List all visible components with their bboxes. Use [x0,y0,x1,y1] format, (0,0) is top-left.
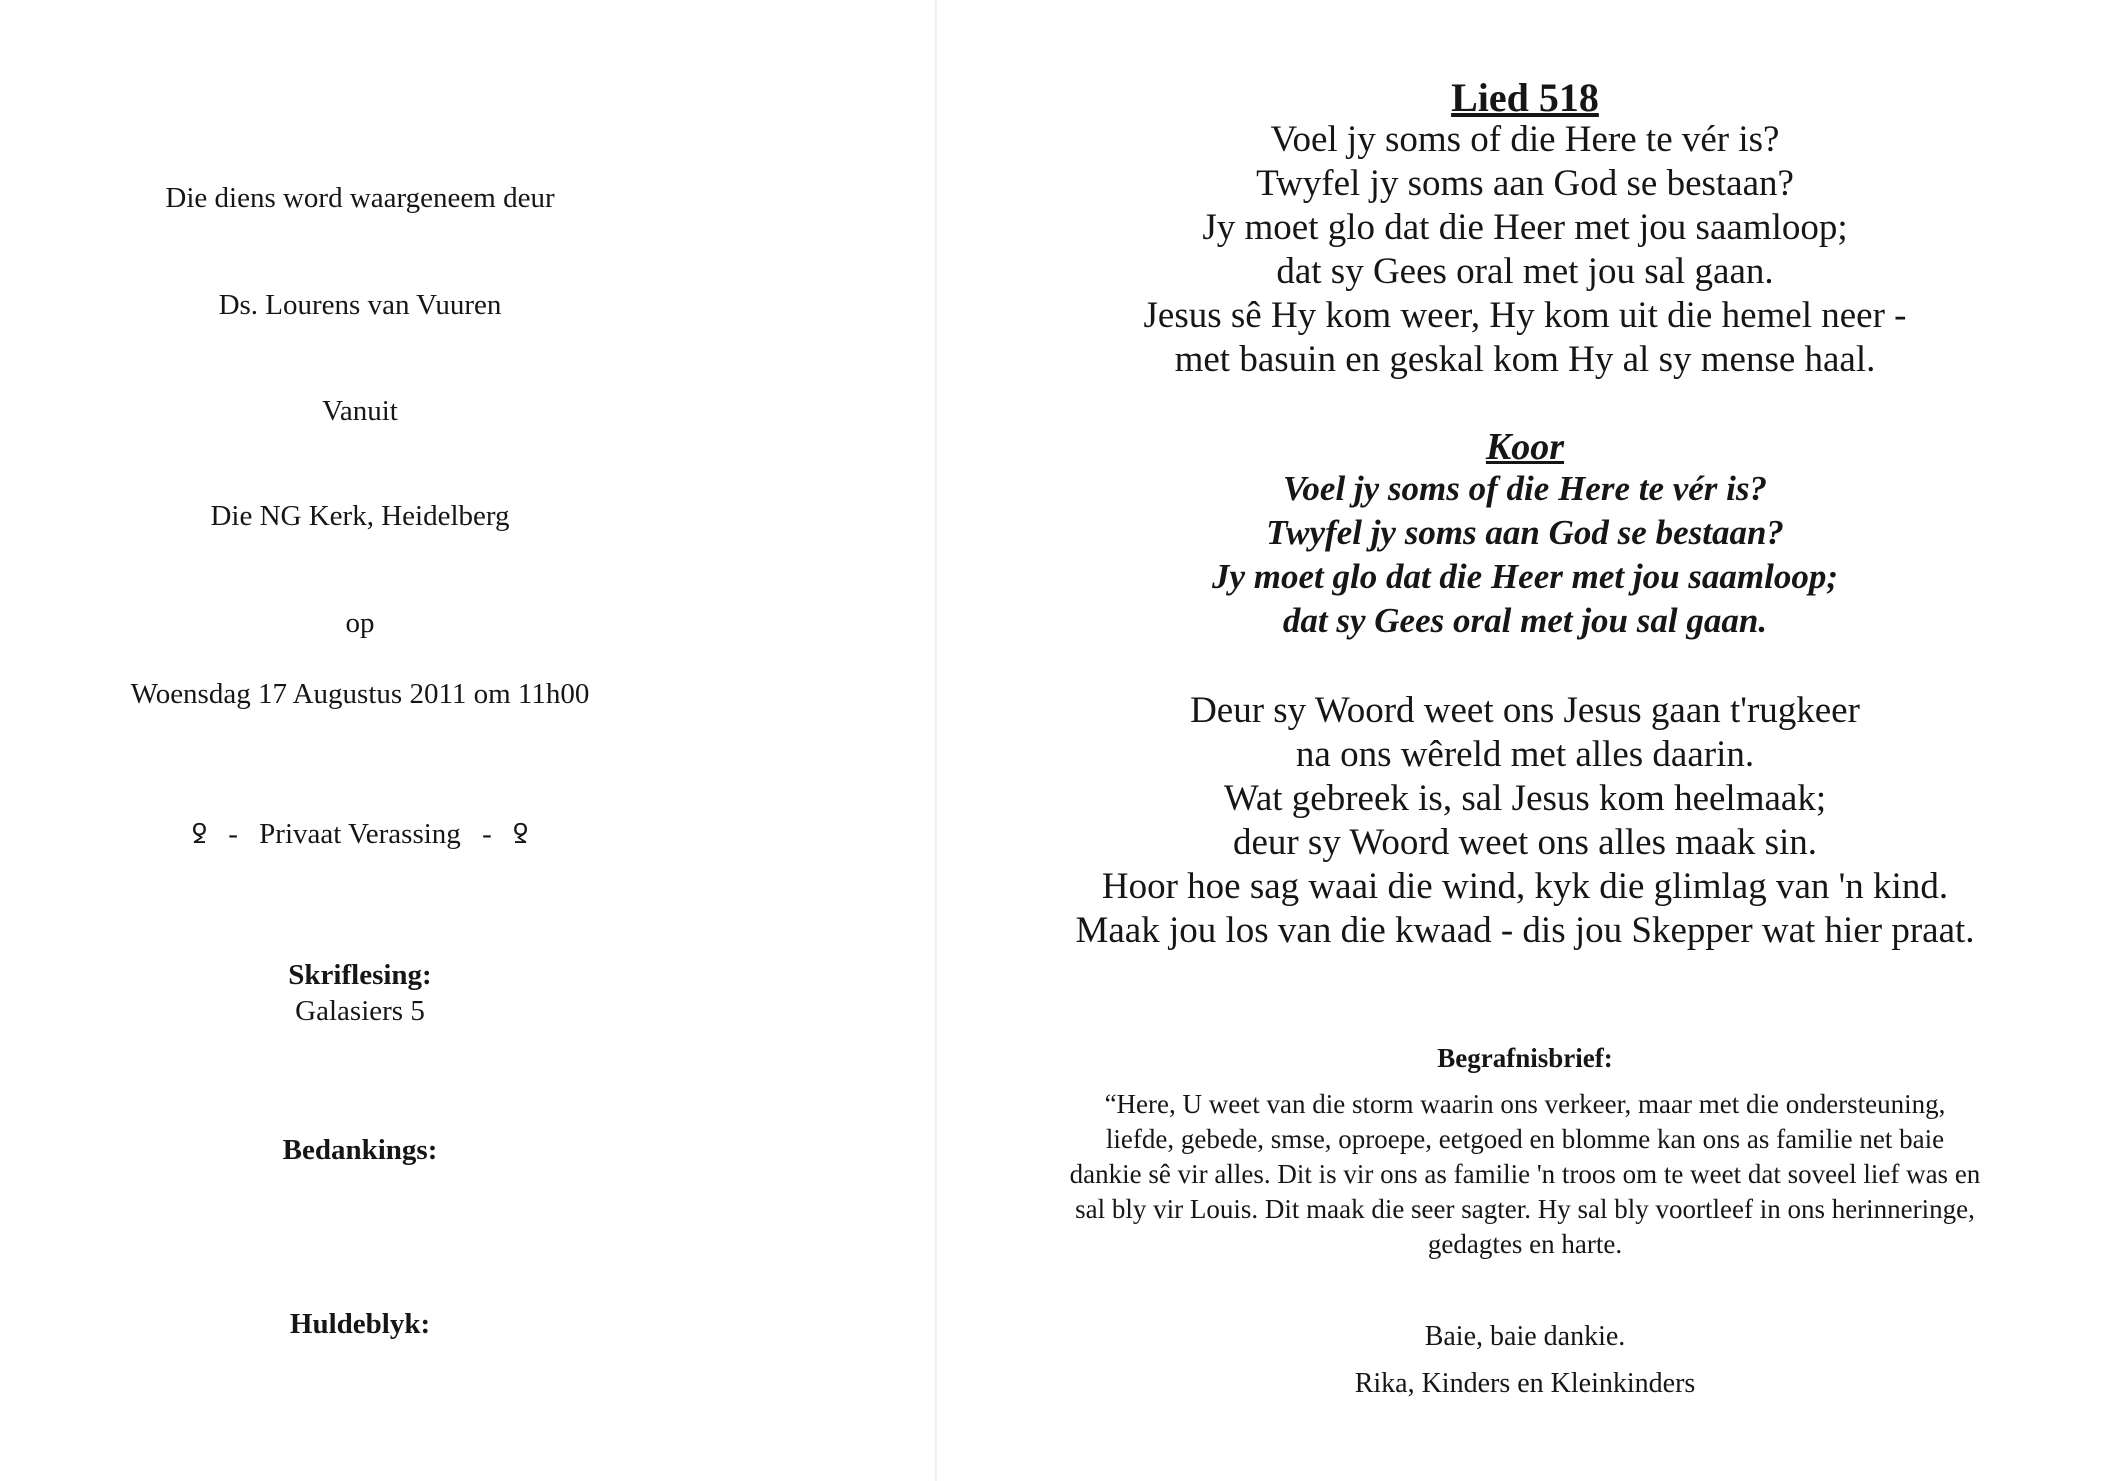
verse-2-line: Wat gebreek is, sal Jesus kom heelmaak; [1223,778,1827,819]
thanks-label: Bedankings: [282,1134,438,1166]
tribute-label: Huldeblyk: [289,1308,431,1340]
verse-1-line: met basuin en geskal kom Hy al sy mense haal. [1174,339,1876,380]
thanks-line: Baie, baie dankie. [1424,1321,1626,1352]
hymn-title: Lied 518 [1451,75,1599,120]
chorus-line: Twyfel jy soms aan God se bestaan? [1266,513,1784,552]
verse-1-line: Jesus sê Hy kom weer, Hy kom uit die hemel neer - [1143,295,1907,336]
from-label: Vanuit [322,395,398,427]
right-page [940,0,2110,1481]
letter-line: gedagtes en harte. [1427,1229,1623,1259]
ornament-right-icon: ꝿ [512,820,529,849]
chorus-title: Koor [1485,426,1565,468]
verse-1-line: Jy moet glo dat die Heer met jou saamloop; [1202,207,1848,248]
verse-1-line: Twyfel jy soms aan God se bestaan? [1256,163,1794,204]
verse-2-line: na ons wêreld met alles daarin. [1295,734,1755,775]
scripture-reference: Galasiers 5 [295,995,425,1027]
verse-2-line: Maak jou los van die kwaad - dis jou Skepper wat hier praat. [1075,910,1975,951]
service-datetime: Woensdag 17 Augustus 2011 om 11h00 [130,678,590,710]
verse-2-line: Deur sy Woord weet ons Jesus gaan t'rugkeer [1190,690,1860,731]
church-name: Die NG Kerk, Heidelberg [210,500,510,532]
cremation-line [0,820,720,849]
cremation-label: Privaat Verassing [259,818,461,850]
chorus-line: dat sy Gees oral met jou sal gaan. [1282,601,1768,640]
on-label: op [345,607,375,639]
letter-line: sal bly vir Louis. Dit maak die seer sagter. Hy sal bly voortleef in ons herinneringe, [1075,1194,1975,1224]
verse-1-line: Voel jy soms of die Here te vér is? [1270,119,1780,160]
verse-2-line: deur sy Woord weet ons alles maak sin. [1232,822,1818,863]
verse-2-line: Hoor hoe sag waai die wind, kyk die glimlag van 'n kind. [1101,866,1949,907]
left-page [0,0,935,1481]
letter-line: “Here, U weet van die storm waarin ons verkeer, maar met die ondersteuning, [1104,1089,1946,1119]
cremation-dash-right: - [482,818,492,850]
letter-line: dankie sê vir alles. Dit is vir ons as familie 'n troos om te weet dat soveel lief was en [1069,1159,1981,1189]
minister-name: Ds. Lourens van Vuuren [218,289,502,321]
chorus-line: Voel jy soms of die Here te vér is? [1282,469,1768,508]
scripture-label: Skriflesing: [288,959,432,991]
signature: Rika, Kinders en Kleinkinders [1354,1368,1696,1399]
service-intro: Die diens word waargeneem deur [165,182,555,214]
page-fold [935,0,937,1481]
cremation-dash-left: - [228,818,238,850]
ornament-left-icon: ꝿ [191,820,207,849]
verse-1-line: dat sy Gees oral met jou sal gaan. [1276,251,1774,292]
letter-line: liefde, gebede, smse, oproepe, eetgoed en blomme kan ons as familie net baie [1105,1124,1945,1154]
letter-title: Begrafnisbrief: [1437,1043,1613,1073]
chorus-line: Jy moet glo dat die Heer met jou saamloop; [1211,557,1839,596]
